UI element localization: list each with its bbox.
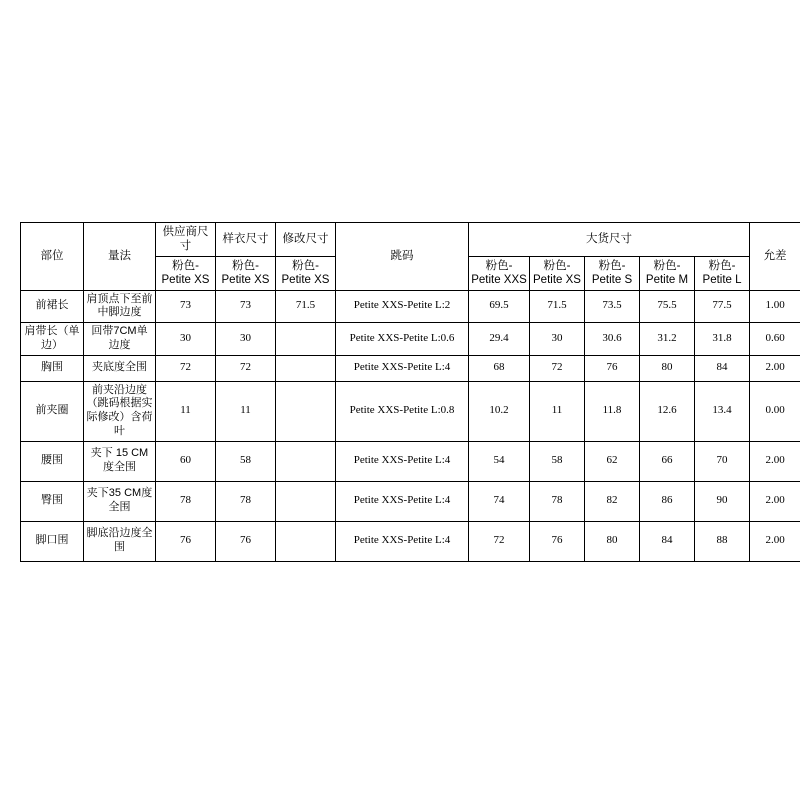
row-part: 肩带长（单边） [21, 323, 84, 356]
row-supplier: 60 [156, 441, 216, 481]
header-bulk-s: 粉色-Petite S [585, 256, 640, 290]
row-bulk-s: 73.5 [585, 290, 640, 323]
header-bulk-m: 粉色-Petite M [640, 256, 695, 290]
header-bulk-size: 大货尺寸 [469, 223, 750, 257]
row-supplier: 78 [156, 481, 216, 521]
row-bulk-m: 84 [640, 521, 695, 561]
row-revised [276, 521, 336, 561]
row-tolerance: 2.00 [750, 521, 800, 561]
row-method: 夹下35 CM度全围 [84, 481, 156, 521]
row-part: 前夹圈 [21, 381, 84, 441]
row-jump-code: Petite XXS-Petite L:4 [336, 481, 469, 521]
row-bulk-s: 62 [585, 441, 640, 481]
size-spec-table [20, 222, 800, 562]
row-sample: 73 [216, 290, 276, 323]
row-sample: 58 [216, 441, 276, 481]
row-supplier: 72 [156, 355, 216, 381]
row-bulk-xs: 30 [530, 323, 585, 356]
row-bulk-l: 13.4 [695, 381, 750, 441]
header-sample-size: 样衣尺寸 [216, 223, 276, 257]
row-supplier: 11 [156, 381, 216, 441]
header-tolerance: 允差 [750, 223, 800, 291]
row-bulk-xs: 76 [530, 521, 585, 561]
row-revised [276, 381, 336, 441]
row-jump-code: Petite XXS-Petite L:0.6 [336, 323, 469, 356]
row-bulk-s: 11.8 [585, 381, 640, 441]
row-jump-code: Petite XXS-Petite L:0.8 [336, 381, 469, 441]
row-tolerance: 0.00 [750, 381, 800, 441]
row-part: 胸围 [21, 355, 84, 381]
row-bulk-m: 86 [640, 481, 695, 521]
row-bulk-l: 31.8 [695, 323, 750, 356]
row-bulk-m: 31.2 [640, 323, 695, 356]
table-row [21, 481, 800, 521]
row-part: 前裙长 [21, 290, 84, 323]
row-revised [276, 323, 336, 356]
row-part: 臀围 [21, 481, 84, 521]
header-bulk-xs: 粉色-Petite XS [530, 256, 585, 290]
row-bulk-xxs: 10.2 [469, 381, 530, 441]
table-row [21, 441, 800, 481]
row-bulk-l: 90 [695, 481, 750, 521]
row-tolerance: 2.00 [750, 441, 800, 481]
header-supplier-size: 供应商尺寸 [156, 223, 216, 257]
header-jump-code: 跳码 [336, 223, 469, 291]
header-bulk-xxs: 粉色-Petite XXS [469, 256, 530, 290]
row-part: 腰围 [21, 441, 84, 481]
header-bulk-l: 粉色-Petite L [695, 256, 750, 290]
row-bulk-l: 70 [695, 441, 750, 481]
row-sample: 78 [216, 481, 276, 521]
header-revised-size: 修改尺寸 [276, 223, 336, 257]
row-bulk-m: 75.5 [640, 290, 695, 323]
table-row [21, 521, 800, 561]
row-bulk-l: 88 [695, 521, 750, 561]
row-bulk-s: 80 [585, 521, 640, 561]
row-bulk-xxs: 29.4 [469, 323, 530, 356]
row-tolerance: 2.00 [750, 481, 800, 521]
row-bulk-m: 12.6 [640, 381, 695, 441]
row-supplier: 30 [156, 323, 216, 356]
row-bulk-s: 82 [585, 481, 640, 521]
row-jump-code: Petite XXS-Petite L:2 [336, 290, 469, 323]
row-revised: 71.5 [276, 290, 336, 323]
row-method: 肩顶点下至前中脚边度 [84, 290, 156, 323]
row-method: 脚底沿边度全围 [84, 521, 156, 561]
row-bulk-s: 30.6 [585, 323, 640, 356]
row-method: 夹底度全围 [84, 355, 156, 381]
row-bulk-xxs: 72 [469, 521, 530, 561]
row-method: 回带7CM单边度 [84, 323, 156, 356]
row-sample: 11 [216, 381, 276, 441]
row-bulk-xxs: 74 [469, 481, 530, 521]
spec-sheet [20, 222, 787, 562]
row-jump-code: Petite XXS-Petite L:4 [336, 355, 469, 381]
row-method: 夹下 15 CM度全围 [84, 441, 156, 481]
row-sample: 72 [216, 355, 276, 381]
row-bulk-xxs: 69.5 [469, 290, 530, 323]
row-bulk-xxs: 68 [469, 355, 530, 381]
row-bulk-l: 84 [695, 355, 750, 381]
row-sample: 30 [216, 323, 276, 356]
header-method: 量法 [84, 223, 156, 291]
row-supplier: 76 [156, 521, 216, 561]
row-part: 脚口围 [21, 521, 84, 561]
table-row [21, 323, 800, 356]
row-method: 前夹沿边度（跳码根据实际修改）含荷叶 [84, 381, 156, 441]
table-row [21, 290, 800, 323]
row-bulk-m: 80 [640, 355, 695, 381]
row-bulk-l: 77.5 [695, 290, 750, 323]
row-sample: 76 [216, 521, 276, 561]
row-tolerance: 2.00 [750, 355, 800, 381]
row-revised [276, 481, 336, 521]
header-supplier-color: 粉色-Petite XS [156, 256, 216, 290]
row-jump-code: Petite XXS-Petite L:4 [336, 521, 469, 561]
row-tolerance: 0.60 [750, 323, 800, 356]
header-part: 部位 [21, 223, 84, 291]
header-sample-color: 粉色-Petite XS [216, 256, 276, 290]
table-row [21, 355, 800, 381]
row-jump-code: Petite XXS-Petite L:4 [336, 441, 469, 481]
row-tolerance: 1.00 [750, 290, 800, 323]
header-revised-color: 粉色-Petite XS [276, 256, 336, 290]
table-header-row-1 [21, 223, 800, 257]
row-bulk-m: 66 [640, 441, 695, 481]
row-bulk-xs: 58 [530, 441, 585, 481]
table-row [21, 381, 800, 441]
row-bulk-xxs: 54 [469, 441, 530, 481]
row-bulk-xs: 78 [530, 481, 585, 521]
row-revised [276, 441, 336, 481]
row-bulk-xs: 71.5 [530, 290, 585, 323]
row-bulk-s: 76 [585, 355, 640, 381]
row-supplier: 73 [156, 290, 216, 323]
row-revised [276, 355, 336, 381]
row-bulk-xs: 11 [530, 381, 585, 441]
row-bulk-xs: 72 [530, 355, 585, 381]
